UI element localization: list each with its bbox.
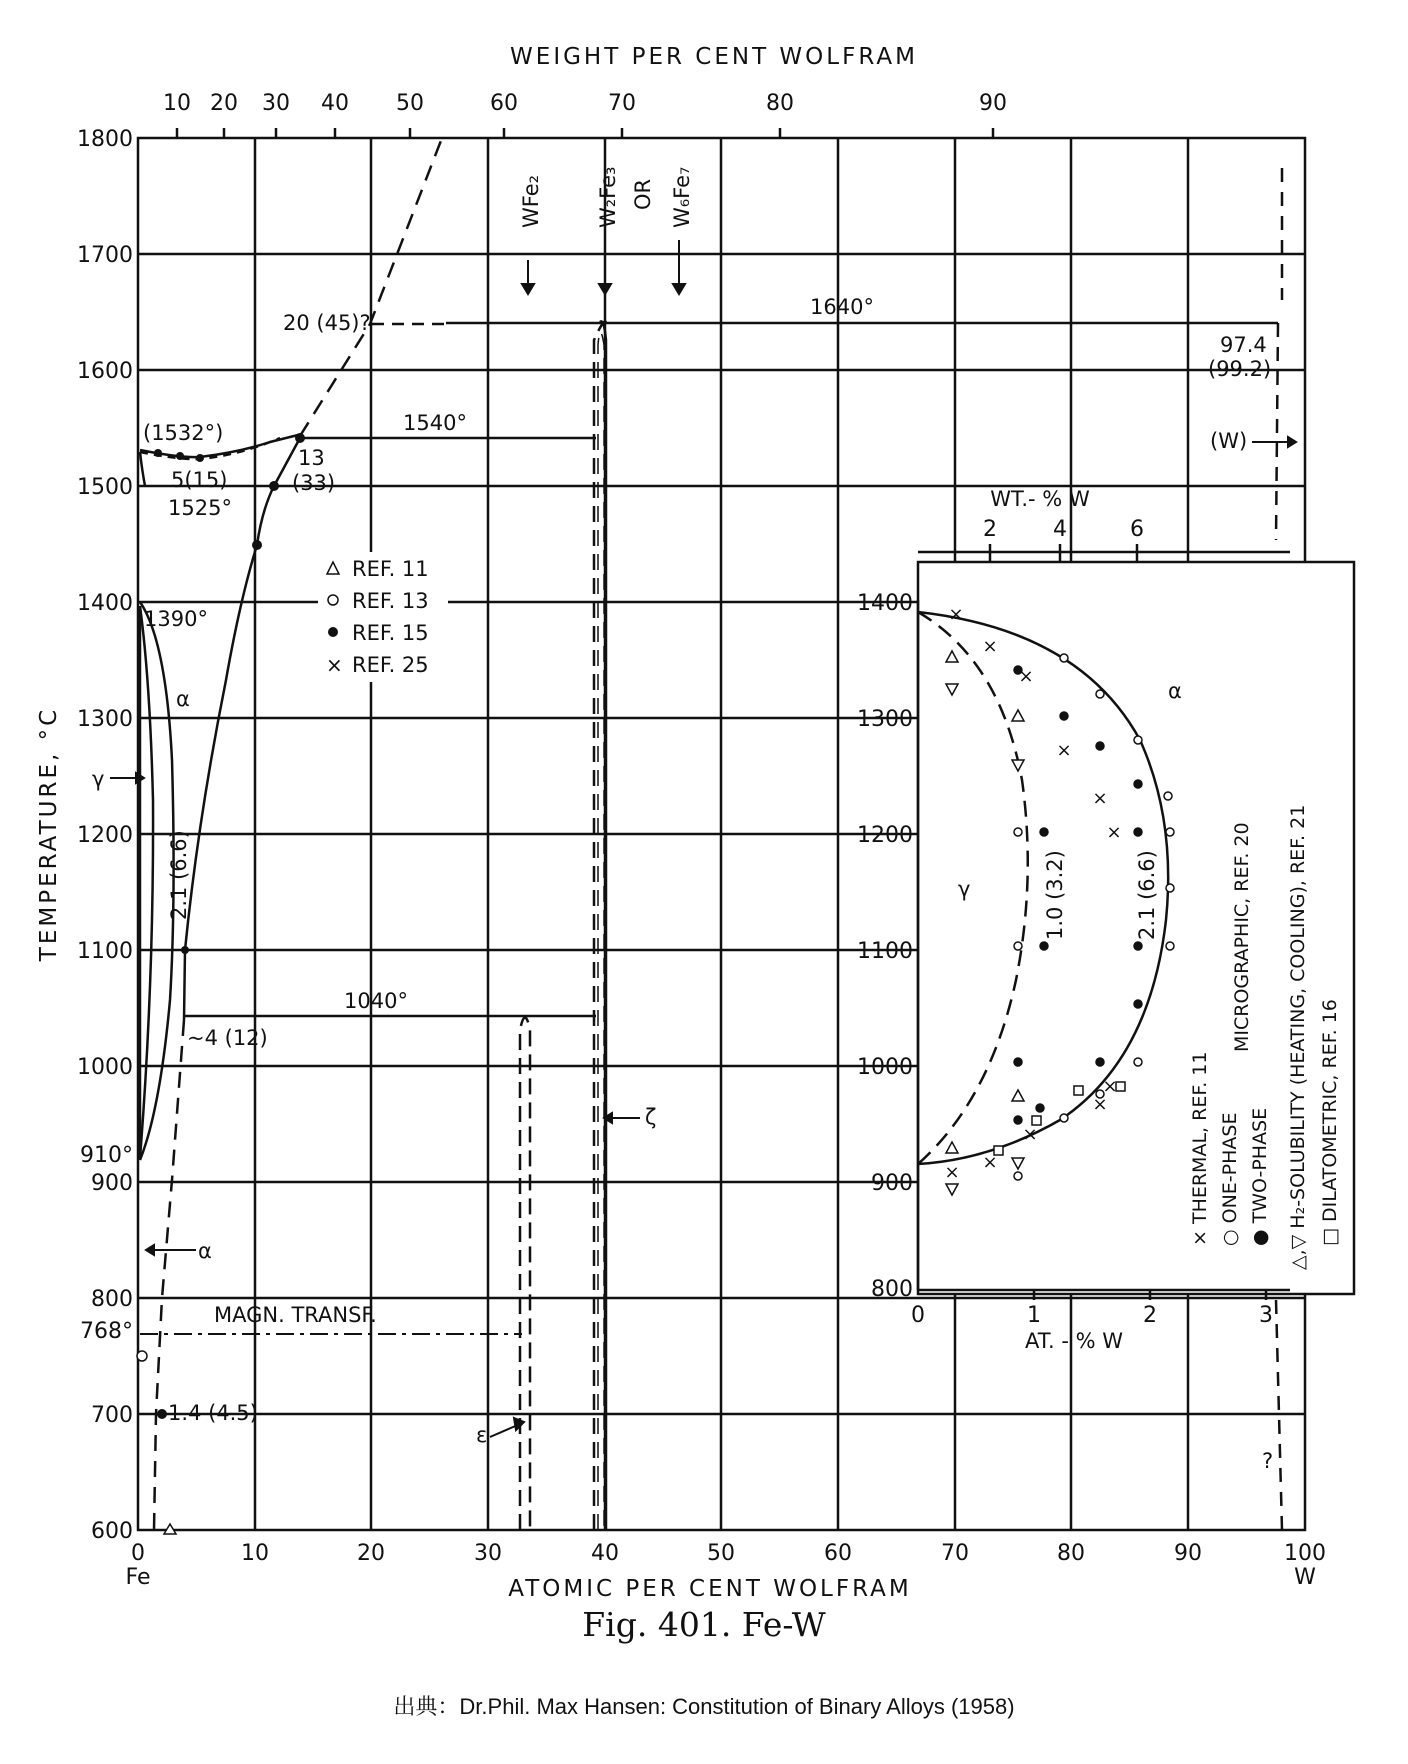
- label-33: (33): [292, 471, 336, 495]
- bottom-tick: 40: [591, 1541, 619, 1566]
- inset-bottom-ticks: [911, 1303, 1273, 1328]
- left-tick: 1200: [77, 823, 133, 848]
- filled-circle-icon: [328, 627, 338, 637]
- compound-markers: [522, 240, 685, 294]
- data-point: [1134, 942, 1142, 950]
- data-point: [1036, 1104, 1044, 1112]
- alpha-solidus: [184, 438, 300, 1020]
- alpha-solvus-dashed: [154, 1020, 184, 1530]
- cross-icon: ×: [1092, 1094, 1108, 1115]
- cross-icon: ×: [1056, 740, 1072, 761]
- data-point: [1060, 1114, 1068, 1122]
- data-point: [176, 452, 184, 460]
- data-point: [1134, 828, 1142, 836]
- compound-or: OR: [631, 178, 655, 210]
- left-tick: 1000: [77, 1055, 133, 1080]
- compound-w2fe3: W₂Fe₃: [596, 166, 620, 228]
- inset-top-tick: 6: [1130, 517, 1144, 542]
- data-point: [1014, 1172, 1022, 1180]
- data-point-square: [1074, 1086, 1083, 1095]
- data-point: [181, 946, 189, 954]
- inset-legend-thermal: × THERMAL, REF. 11: [1189, 1051, 1211, 1246]
- top-tick: 40: [321, 91, 349, 116]
- data-point: [1060, 712, 1068, 720]
- data-point: [1166, 828, 1174, 836]
- left-tick: 1500: [77, 475, 133, 500]
- top-tick: 20: [210, 91, 238, 116]
- inset-left-ticks: [857, 591, 913, 1302]
- label-epsilon: ε: [476, 1423, 488, 1447]
- data-point-open: [137, 1351, 147, 1361]
- legend-ref11: REF. 11: [352, 557, 429, 581]
- inset-left-tick: 900: [871, 1171, 913, 1196]
- legend-ref15: REF. 15: [352, 621, 429, 645]
- data-point: [1134, 1000, 1142, 1008]
- w-solvus-dashed: [1276, 323, 1278, 540]
- label-2-1-6-6: 2.1 (6.6): [167, 830, 191, 920]
- inset-top-tick: 2: [983, 517, 997, 542]
- inset-top-tick: 4: [1053, 517, 1067, 542]
- inset-bottom-tick: 2: [1143, 1303, 1157, 1328]
- label-zeta: ζ: [645, 1105, 657, 1129]
- inset-bottom-tick: 3: [1259, 1303, 1273, 1328]
- label-13: 13: [298, 446, 325, 470]
- left-tick-768: 768°: [80, 1319, 133, 1344]
- data-point: [157, 1409, 167, 1419]
- data-point: [1164, 792, 1172, 800]
- bottom-tick: 80: [1057, 1541, 1085, 1566]
- left-tick: 800: [91, 1287, 133, 1312]
- data-point: [1134, 736, 1142, 744]
- left-tick: 900: [91, 1171, 133, 1196]
- inset-1-0-label: 1.0 (3.2): [1043, 850, 1067, 940]
- top-tick: 80: [766, 91, 794, 116]
- left-tick: 700: [91, 1403, 133, 1428]
- label-99-2: (99.2): [1208, 357, 1272, 381]
- data-point: [1166, 942, 1174, 950]
- inset-left-tick: 1000: [857, 1055, 913, 1080]
- cross-icon: ×: [1092, 788, 1108, 809]
- label-alpha: α: [176, 687, 190, 711]
- inset-legend-two-phase: ● TWO-PHASE: [1249, 1107, 1271, 1246]
- data-point: [1040, 828, 1048, 836]
- bottom-tick: 20: [357, 1541, 385, 1566]
- left-tick: 1300: [77, 707, 133, 732]
- compound-wfe2: WFe₂: [519, 174, 543, 228]
- left-tick: 1700: [77, 243, 133, 268]
- cross-icon: ×: [1106, 822, 1122, 843]
- label-97-4: 97.4: [1220, 333, 1267, 357]
- bottom-tick: 70: [941, 1541, 969, 1566]
- inset-alpha-label: α: [1168, 679, 1182, 703]
- compound-w6fe7: W₆Fe₇: [670, 166, 694, 228]
- top-tick: 10: [163, 91, 191, 116]
- label-4-12: ~4 (12): [187, 1026, 268, 1050]
- w-label: W: [1294, 1565, 1316, 1590]
- label-question: ?: [1262, 1449, 1274, 1473]
- inset-bottom-title: AT. - % W: [1024, 1329, 1124, 1353]
- top-tick: 50: [396, 91, 424, 116]
- label-magn-transf: MAGN. TRANSF.: [214, 1303, 377, 1327]
- source-citation: 出典：Dr.Phil. Max Hansen: Constitution of Binary Alloys (1958): [393, 1694, 1015, 1719]
- gamma-loop-inner: [140, 606, 153, 1158]
- epsilon-phase-boundary: [520, 1018, 530, 1531]
- left-axis-ticks: [77, 127, 133, 1544]
- top-tick: 70: [608, 91, 636, 116]
- label-w-phase: (W): [1210, 429, 1248, 453]
- data-point: [1096, 1058, 1104, 1066]
- label-1640: 1640°: [810, 295, 874, 319]
- open-circle-icon: [328, 595, 338, 605]
- bottom-tick: 50: [707, 1541, 735, 1566]
- inset-legend-one-phase: ○ ONE-PHASE: [1219, 1112, 1241, 1246]
- data-point: [1040, 942, 1048, 950]
- left-tick-910: 910°: [80, 1143, 133, 1168]
- cross-icon: ×: [944, 1162, 960, 1183]
- label-5-15: 5(15): [171, 468, 228, 492]
- left-tick: 1400: [77, 591, 133, 616]
- inset-legend-dilato: □ DILATOMETRIC, REF. 16: [1319, 999, 1341, 1246]
- left-tick: 1600: [77, 359, 133, 384]
- zeta-phase-boundary-right: [600, 321, 606, 1530]
- inset-legend-micro: MICROGRAPHIC, REF. 20: [1231, 822, 1253, 1052]
- cross-icon: ×: [326, 653, 343, 677]
- data-point: [196, 454, 204, 462]
- inset-left-tick: 1300: [857, 707, 913, 732]
- legend-ref13: REF. 13: [352, 589, 429, 613]
- inset-left-tick: 1400: [857, 591, 913, 616]
- data-point: [1014, 1058, 1022, 1066]
- main-data-points: [137, 433, 305, 1534]
- inset-left-tick: 1200: [857, 823, 913, 848]
- inset-bottom-tick: 0: [911, 1303, 925, 1328]
- left-tick: 1100: [77, 939, 133, 964]
- cross-icon: ×: [1022, 1124, 1038, 1145]
- data-point: [1060, 654, 1068, 662]
- top-tick: 60: [490, 91, 518, 116]
- inset-gamma-label: γ: [958, 877, 971, 901]
- alpha-solidus-left: [140, 452, 145, 486]
- top-tick: 30: [262, 91, 290, 116]
- label-1532: (1532°): [143, 421, 224, 445]
- label-1-4: 1.4 (4.5): [168, 1401, 258, 1425]
- legend-ref25: REF. 25: [352, 653, 429, 677]
- inset-top-ticks: [983, 517, 1144, 542]
- label-1390: 1390°: [144, 607, 208, 631]
- data-point: [1014, 1116, 1022, 1124]
- inset-left-tick: 1100: [857, 939, 913, 964]
- bottom-axis-title: ATOMIC PER CENT WOLFRAM: [508, 1576, 912, 1602]
- cross-icon: ×: [948, 604, 964, 625]
- cross-icon: ×: [1018, 666, 1034, 687]
- left-tick: 1800: [77, 127, 133, 152]
- label-alpha-2: α: [198, 1239, 212, 1263]
- data-point: [1014, 828, 1022, 836]
- label-1040: 1040°: [344, 989, 408, 1013]
- bottom-tick: 10: [241, 1541, 269, 1566]
- fe-label: Fe: [125, 1565, 151, 1590]
- bottom-tick: 30: [474, 1541, 502, 1566]
- data-point: [1134, 780, 1142, 788]
- label-gamma: γ: [92, 767, 105, 791]
- data-point: [1096, 742, 1104, 750]
- data-point: [295, 433, 305, 443]
- inset-bottom-tick: 1: [1027, 1303, 1041, 1328]
- data-point: [252, 540, 262, 550]
- data-point: [1014, 942, 1022, 950]
- left-tick: 600: [91, 1519, 133, 1544]
- data-point: [1096, 690, 1104, 698]
- data-point: [1166, 884, 1174, 892]
- figure-caption: Fig. 401. Fe-W: [582, 1605, 826, 1644]
- bottom-tick: 0: [131, 1541, 145, 1566]
- data-point: [1134, 1058, 1142, 1066]
- left-axis-title: TEMPERATURE, °C: [36, 706, 62, 962]
- top-axis-title: WEIGHT PER CENT WOLFRAM: [510, 44, 918, 70]
- zeta-phase-boundary-inner: [598, 333, 604, 1531]
- cross-icon: ×: [982, 1152, 998, 1173]
- bottom-tick: 90: [1174, 1541, 1202, 1566]
- inset-2-1-label: 2.1 (6.6): [1135, 850, 1159, 940]
- bottom-tick: 100: [1284, 1541, 1326, 1566]
- inset-legend-h2: △,▽ H₂-SOLUBILITY (HEATING, COOLING), REF. 21: [1287, 804, 1309, 1270]
- bottom-tick: 60: [824, 1541, 852, 1566]
- label-1540: 1540°: [403, 411, 467, 435]
- top-axis-ticks: [163, 91, 1007, 116]
- label-1525: 1525°: [168, 496, 232, 520]
- data-point: [269, 481, 279, 491]
- inset-left-tick: 800: [871, 1277, 913, 1302]
- top-tick: 90: [979, 91, 1007, 116]
- cross-icon: ×: [982, 636, 998, 657]
- inset-top-title: WT.- % W: [990, 487, 1090, 511]
- data-point: [154, 449, 162, 457]
- label-20-45: 20 (45)?: [283, 311, 371, 335]
- cross-icon: ×: [1102, 1076, 1118, 1097]
